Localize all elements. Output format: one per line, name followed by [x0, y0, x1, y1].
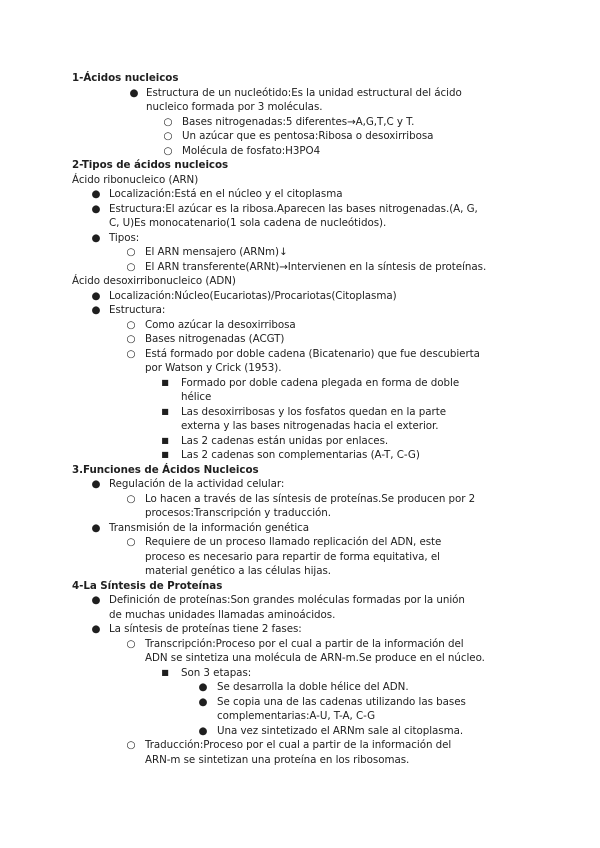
- bullet-square-icon: ■: [161, 378, 169, 387]
- item-text: Está formado por doble cadena (Bicatenario) que fue descubierta: [145, 348, 480, 360]
- item-text: material genético a las células hijas.: [145, 565, 331, 577]
- item-text: Transmisión de la información genética: [109, 522, 310, 534]
- bullet-circle-icon: ○: [126, 246, 136, 258]
- item-text: Estructura:: [109, 304, 166, 316]
- item-text: Localización:Núcleo(Eucariotas)/Procariotas(Citoplasma): [109, 290, 397, 302]
- item-text: Estructura:El azúcar es la ribosa.Aparecen las bases nitrogenadas.(A, G,: [109, 203, 478, 215]
- item-text: externa y las bases nitrogenadas hacia el exterior.: [181, 420, 439, 432]
- item-text: Estructura de un nucleótido:Es la unidad estructural del ácido: [146, 87, 462, 99]
- subheading: Ácido desoxirribonucleico (ADN): [72, 275, 236, 287]
- bullet-circle-icon: ○: [126, 333, 136, 345]
- item-text: Son 3 etapas:: [181, 667, 252, 679]
- item-text: Lo hacen a través de las síntesis de proteínas.Se producen por 2: [145, 493, 476, 505]
- bullet-disc-icon: ●: [91, 290, 101, 302]
- bullet-circle-icon: ○: [163, 145, 173, 157]
- item-text: Un azúcar que es pentosa:Ribosa o desoxirribosa: [182, 130, 434, 142]
- item-text: complementarias:A-U, T-A, C-G: [217, 710, 376, 722]
- item-text: Traducción:Proceso por el cual a partir de la información del: [145, 739, 452, 751]
- item-text: procesos:Transcripción y traducción.: [145, 507, 331, 519]
- item-text: Formado por doble cadena plegada en forma de doble: [181, 377, 460, 389]
- item-text: nucleico formada por 3 moléculas.: [146, 101, 323, 113]
- item-text: Se desarrolla la doble hélice del ADN.: [217, 681, 409, 693]
- item-text: ADN se sintetiza una molécula de ARN-m.Se produce en el núcleo.: [145, 652, 485, 664]
- bullet-disc-icon: ●: [91, 203, 101, 215]
- bullet-circle-icon: ○: [126, 536, 136, 548]
- bullet-circle-icon: ○: [126, 638, 136, 650]
- bullet-disc-icon: ●: [91, 232, 101, 244]
- item-text: Molécula de fosfato:H3PO4: [182, 145, 321, 157]
- bullet-disc-icon: ●: [91, 188, 101, 200]
- item-text: El ARN transferente(ARNt)→Intervienen en la síntesis de proteínas.: [145, 261, 487, 273]
- item-text: C, U)Es monocatenario(1 sola cadena de nucleótidos).: [109, 217, 387, 229]
- bullet-disc-icon: ●: [198, 681, 208, 693]
- bullet-disc-icon: ●: [129, 87, 139, 99]
- bullet-disc-icon: ●: [198, 696, 208, 708]
- item-text: Una vez sintetizado el ARNm sale al citoplasma.: [217, 725, 464, 737]
- bullet-square-icon: ■: [161, 436, 169, 445]
- subheading: Ácido ribonucleico (ARN): [72, 174, 199, 186]
- bullet-circle-icon: ○: [163, 130, 173, 142]
- item-text: por Watson y Crick (1953).: [145, 362, 282, 374]
- bullet-square-icon: ■: [161, 668, 169, 677]
- bullet-disc-icon: ●: [91, 594, 101, 606]
- item-text: La síntesis de proteínas tiene 2 fases:: [109, 623, 302, 635]
- item-text: Bases nitrogenadas:5 diferentes→A,G,T,C y T.: [182, 116, 415, 128]
- item-text: Transcripción:Proceso por el cual a partir de la información del: [145, 638, 464, 650]
- section-heading: 1-Ácidos nucleicos: [72, 72, 179, 84]
- bullet-circle-icon: ○: [126, 493, 136, 505]
- item-text: Bases nitrogenadas (ACGT): [145, 333, 285, 345]
- bullet-disc-icon: ●: [91, 304, 101, 316]
- section-heading: 2-Tipos de ácidos nucleicos: [72, 159, 229, 171]
- bullet-disc-icon: ●: [91, 522, 101, 534]
- bullet-square-icon: ■: [161, 407, 169, 416]
- item-text: Se copia una de las cadenas utilizando las bases: [217, 696, 466, 708]
- bullet-circle-icon: ○: [126, 261, 136, 273]
- bullet-disc-icon: ●: [198, 725, 208, 737]
- item-text: Las desoxirribosas y los fosfatos quedan en la parte: [181, 406, 446, 418]
- item-text: Definición de proteínas:Son grandes moléculas formadas por la unión: [109, 594, 465, 606]
- item-text: Como azúcar la desoxirribosa: [145, 319, 296, 331]
- bullet-square-icon: ■: [161, 450, 169, 459]
- item-text: proceso es necesario para repartir de forma equitativa, el: [145, 551, 440, 563]
- item-text: Tipos:: [109, 232, 140, 244]
- item-text: Las 2 cadenas son complementarias (A-T, C-G): [181, 449, 420, 461]
- section-heading: 3.Funciones de Ácidos Nucleicos: [72, 464, 259, 476]
- bullet-circle-icon: ○: [126, 319, 136, 331]
- item-text: Regulación de la actividad celular:: [109, 478, 285, 490]
- item-text: El ARN mensajero (ARNm)↓: [145, 246, 288, 258]
- bullet-circle-icon: ○: [126, 348, 136, 360]
- item-text: de muchas unidades llamadas aminoácidos.: [109, 609, 336, 621]
- item-text: ARN-m se sintetizan una proteína en los ribosomas.: [145, 754, 410, 766]
- bullet-disc-icon: ●: [91, 623, 101, 635]
- bullet-disc-icon: ●: [91, 478, 101, 490]
- item-text: hélice: [181, 391, 212, 403]
- item-text: Requiere de un proceso llamado replicación del ADN, este: [145, 536, 442, 548]
- item-text: Localización:Está en el núcleo y el citoplasma: [109, 188, 343, 200]
- section-heading: 4-La Síntesis de Proteínas: [72, 580, 223, 592]
- item-text: Las 2 cadenas están unidas por enlaces.: [181, 435, 389, 447]
- bullet-circle-icon: ○: [163, 116, 173, 128]
- bullet-circle-icon: ○: [126, 739, 136, 751]
